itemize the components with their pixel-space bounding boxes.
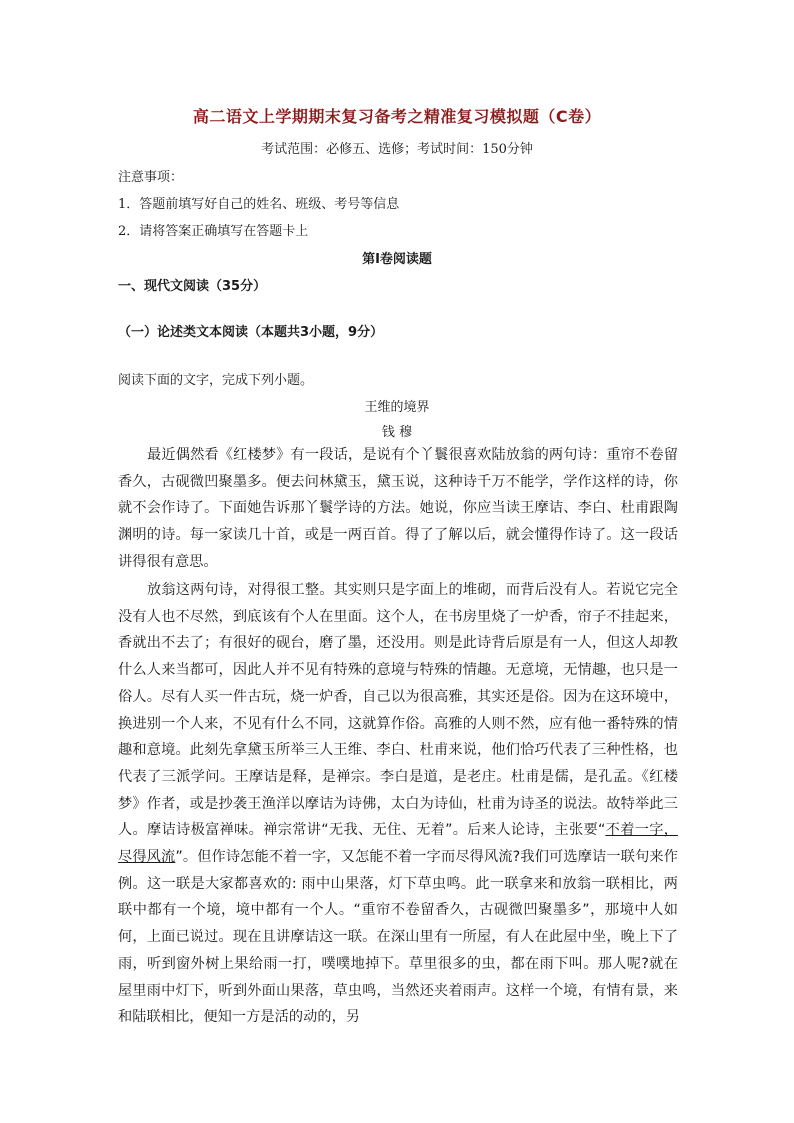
notice-heading: 注意事项： <box>118 170 184 185</box>
volume-title: 第Ⅰ卷阅读题 <box>362 252 432 267</box>
section-heading: 一、现代文阅读（35分） <box>118 279 267 294</box>
notice-item: 2．请将答案正确填写在答题卡上 <box>118 224 309 239</box>
article-paragraph-2 <box>118 577 678 1031</box>
underlined-phrase: 不着一字，尽得风流 <box>118 822 678 866</box>
article-author: 钱 穆 <box>381 425 413 440</box>
paragraph-text: 放翁这两句诗，对得很工整。其实则只是字面上的堆砌，而背后没有人。若说它完全没有人也不尽然，到底该有个人在里面。这个人，在书房里烧了一炉香，帘子不挂起来，香就出不去了；有很好的砚台，磨了墨，还没用。则是此诗背后原是有一人，但这人却教什么人来当都可，因此人并不见有特殊的意境与特殊的情趣。无意境，无情趣，也只是一俗人。尽有人买一件古玩，烧一炉香，自己以为很高雅，其实还是俗。因为在这环境中，换进别一个人来，不见有什么不同，这就算作俗。高雅的人则不然，应有他一番特殊的情趣和意境。此刻先拿黛玉所举三人王维、李白、杜甫来说，他们恰巧代表了三种性格，也代表了三派学问。王摩诘是释，是禅宗。李白是道，是老庄。杜甫是儒，是孔孟。《红楼梦》作者，或是抄袭王渔洋以摩诘为诗佛，太白为诗仙，杜甫为诗圣的说法。故特举此三人。摩诘诗极富禅味。禅宗常讲“无我、无住、无着”。后来人论诗，主张要“ <box>118 582 678 839</box>
sub-section-heading: （一）论述类文本阅读（本题共3小题，9分） <box>118 325 384 340</box>
article-title: 王维的境界 <box>364 400 430 415</box>
exam-subtitle: 考试范围：必修五、选修；考试时间：150分钟 <box>261 142 533 157</box>
notice-item: 1．答题前填写好自己的姓名、班级、考号等信息 <box>118 197 400 212</box>
article-paragraph-1: 最近偶然看《红楼梦》有一段话，是说有个丫鬟很喜欢陆放翁的两句诗：重帘不卷留香久，古砚微凹聚墨多。便去问林黛玉，黛玉说，这种诗千万不能学，学作这样的诗，你就不会作诗了。下面她告诉那丫鬟学诗的方法。她说，你应当读王摩诘、李白、杜甫跟陶渊明的诗。每一家读几十首，或是一两百首。得了了解以后，就会懂得作诗了。这一段话讲得很有意思。 <box>118 447 678 570</box>
reading-instruction: 阅读下面的文字，完成下列小题。 <box>118 373 314 388</box>
exam-title: 高二语文上学期期末复习备考之精准复习模拟题（C卷） <box>192 107 602 126</box>
paragraph-text: ”。但作诗怎能不着一字，又怎能不着一字而尽得风流?我们可选摩诘一联句来作例。这一联是大家都喜欢的: 雨中山果落，灯下草虫鸣。此一联拿来和放翁一联相比，两联中都有一个境，境中都有一个人。“重帘不卷留香久，古砚微凹聚墨多”，那境中人如何，上面已说过。现在且讲摩诘这一联。在深山里有一所屋，有人在此屋中坐，晚上下了雨，听到窗外树上果给雨一打，噗噗地掉下。草里很多的虫，都在雨下叫。那人呢?就在屋里雨中灯下，听到外面山果落，草虫鸣，当然还夹着雨声。这样一个境，有情有景，来和陆联相比，便知一方是活的动的，另 <box>118 849 678 1026</box>
